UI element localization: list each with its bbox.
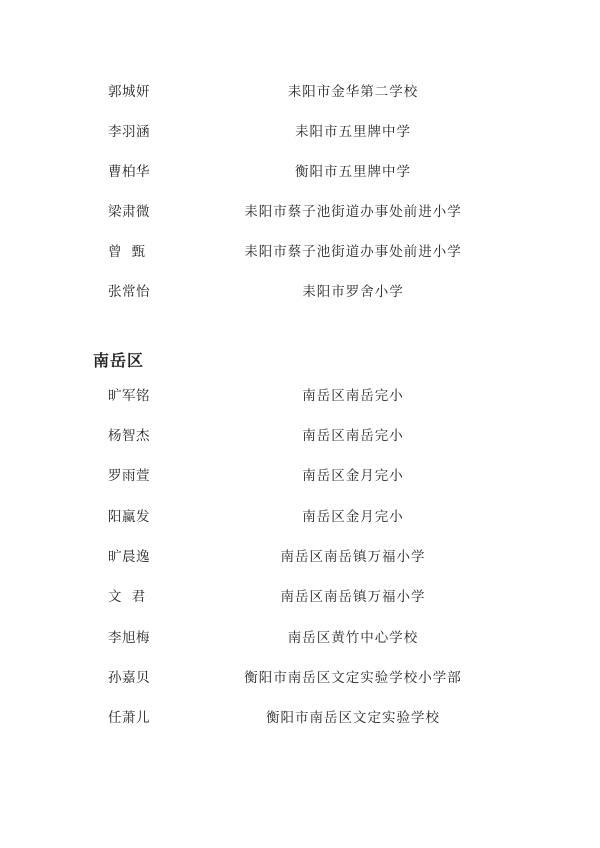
list-item xyxy=(0,122,600,142)
student-name: 曹柏华 xyxy=(108,164,150,180)
student-name: 李旭梅 xyxy=(108,630,150,646)
student-name: 旷晨逸 xyxy=(108,549,150,565)
school-name: 南岳区金月完小 xyxy=(302,509,404,525)
student-name: 文 君 xyxy=(108,589,146,605)
list-item xyxy=(0,162,600,182)
list-item xyxy=(0,628,600,648)
student-name: 梁肃微 xyxy=(108,204,150,220)
list-item xyxy=(0,426,600,446)
school-name: 南岳区南岳镇万福小学 xyxy=(280,549,426,565)
list-item xyxy=(0,466,600,486)
list-item xyxy=(0,386,600,406)
school-name: 南岳区金月完小 xyxy=(302,468,404,484)
school-name: 耒阳市罗舍小学 xyxy=(302,284,404,300)
section-title-nanyue: 南岳区 xyxy=(93,351,145,370)
list-item xyxy=(0,547,600,567)
student-name: 罗雨萱 xyxy=(108,468,150,484)
list-item xyxy=(0,668,600,688)
school-name: 南岳区黄竹中心学校 xyxy=(287,630,419,646)
student-name: 任萧儿 xyxy=(108,710,150,726)
school-name: 耒阳市蔡子池街道办事处前进小学 xyxy=(244,204,462,220)
list-item xyxy=(0,82,600,102)
student-name: 阳赢发 xyxy=(108,509,150,525)
list-item xyxy=(0,282,600,302)
list-item xyxy=(0,587,600,607)
student-name: 张常怡 xyxy=(108,284,150,300)
list-item xyxy=(0,202,600,222)
student-name: 李羽涵 xyxy=(108,124,150,140)
student-name: 孙嘉贝 xyxy=(108,670,150,686)
school-name: 衡阳市五里牌中学 xyxy=(295,164,411,180)
school-name: 耒阳市金华第二学校 xyxy=(287,84,419,100)
school-name: 南岳区南岳完小 xyxy=(302,428,404,444)
school-name: 南岳区南岳镇万福小学 xyxy=(280,589,426,605)
student-name: 杨智杰 xyxy=(108,428,150,444)
school-name: 衡阳市南岳区文定实验学校 xyxy=(266,710,440,726)
student-name: 曾 甄 xyxy=(108,244,146,260)
student-name: 郭城妍 xyxy=(108,84,150,100)
school-name: 衡阳市南岳区文定实验学校小学部 xyxy=(244,670,462,686)
list-item xyxy=(0,507,600,527)
school-name: 耒阳市五里牌中学 xyxy=(295,124,411,140)
list-item xyxy=(0,708,600,728)
list-item xyxy=(0,242,600,262)
student-name: 旷军铭 xyxy=(108,388,150,404)
school-name: 耒阳市蔡子池街道办事处前进小学 xyxy=(244,244,462,260)
school-name: 南岳区南岳完小 xyxy=(302,388,404,404)
